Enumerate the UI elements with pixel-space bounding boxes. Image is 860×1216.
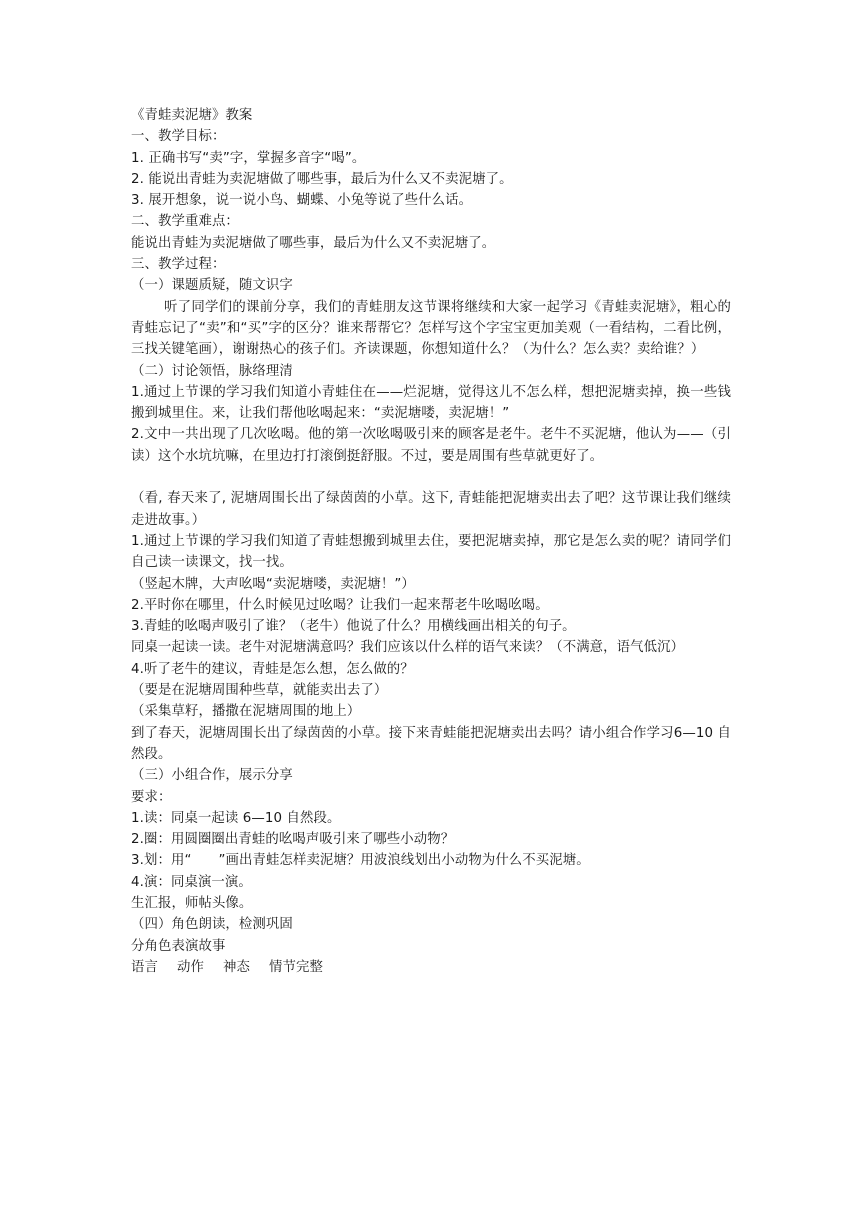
requirements-label: 要求： xyxy=(131,789,172,805)
doc-title: 《青蛙卖泥塘》教案 xyxy=(131,108,253,123)
spring-intro-paragraph: （看, 春天来了, 泥塘周围长出了绿茵茵的小草。这下, 青蛙能把泥塘卖出去了吧？这节课让我们继续走进故事。） xyxy=(131,491,731,528)
section-1-paragraph: 听了同学们的课前分享，我们的青蛙朋友这节课将继续和大家一起学习《青蛙卖泥塘》，粗心的青蛙忘记了“卖”和“买”字的区分？谁来帮帮它？怎样写这个字宝宝更加美观（一看结构，二看比例，三找关键笔画），谢谢热心的孩子们。齐读课题，你想知道什么？（为什么？怎么卖？卖给谁？） xyxy=(131,299,731,358)
requirement-circle: 2.圈：用圆圈圈出青蛙的吆喝声吸引来了哪些小动物？ xyxy=(131,832,455,848)
section-2-paragraph-1: 1.通过上节课的学习我们知道小青蛙住在——烂泥塘，觉得这儿不怎么样，想把泥塘卖掉，换一些钱搬到城里住。来，让我们帮他吆喝起来：“卖泥塘喽，卖泥塘！” xyxy=(131,384,731,422)
heading-keypoints: 二、教学重难点： xyxy=(131,214,239,230)
step-3-paragraph: 3.青蛙的吆喝声吸引了谁？（老牛）他说了什么？用横线画出相关的句子。 xyxy=(131,619,576,635)
heading-process: 三、教学过程： xyxy=(131,257,226,273)
section-1-title: （一）课题质疑，随文识字 xyxy=(131,278,293,294)
requirement-underline: 3.划：用“ ”画出青蛙怎样卖泥塘？用波浪线划出小动物为什么不买泥塘。 xyxy=(131,853,590,869)
step-1-paragraph: 1.通过上节课的学习我们知道了青蛙想搬到城里去住，要把泥塘卖掉，那它是怎么卖的呢？请同学们自己读一读课文，找一找。 xyxy=(131,533,731,571)
student-report: 生汇报，师帖头像。 xyxy=(131,895,253,911)
step-2-paragraph: 2.平时你在哪里，什么时候见过吆喝？让我们一起来帮老牛吆喝吆喝。 xyxy=(131,597,549,613)
goal-item-2: 2. 能说出青蛙为卖泥塘做了哪些事，最后为什么又不卖泥塘了。 xyxy=(131,171,513,187)
document-body xyxy=(131,105,731,978)
criterion-language: 语言 xyxy=(131,959,158,975)
criterion-plot: 情节完整 xyxy=(269,959,323,975)
step-3-followup: 同桌一起读一读。老牛对泥塘满意吗？我们应该以什么样的语气来读？（不满意，语气低沉） xyxy=(131,640,685,656)
step-4-paragraph: 4.听了老牛的建议，青蛙是怎么想，怎么做的？ xyxy=(131,661,414,677)
requirement-act: 4.演：同桌演一演。 xyxy=(131,874,252,890)
criterion-expression: 神态 xyxy=(223,959,250,975)
goal-item-3: 3. 展开想象，说一说小鸟、蝴蝶、小兔等说了些什么话。 xyxy=(131,193,473,209)
section-3-title: （三）小组合作，展示分享 xyxy=(131,768,293,784)
step-4-answer-1: （要是在泥塘周围种些草，就能卖出去了） xyxy=(131,683,388,699)
section-4-title: （四）角色朗读，检测巩固 xyxy=(131,917,293,933)
requirement-read: 1.读：同桌一起读 6—10 自然段。 xyxy=(131,810,341,826)
roleplay-text: 分角色表演故事 xyxy=(131,938,226,954)
step-4-answer-2: （采集草籽，播撒在泥塘周围的地上） xyxy=(131,704,361,720)
criteria-row xyxy=(131,957,731,978)
heading-goals: 一、教学目标： xyxy=(131,129,226,145)
blank-line xyxy=(131,467,731,488)
keypoint-text: 能说出青蛙为卖泥塘做了哪些事，最后为什么又不卖泥塘了。 xyxy=(131,235,496,251)
goal-item-1: 1. 正确书写“卖”字，掌握多音字“喝”。 xyxy=(131,150,366,166)
spring-paragraph: 到了春天，泥塘周围长出了绿茵茵的小草。接下来青蛙能把泥塘卖出去吗？请小组合作学习6—10 自然段。 xyxy=(131,725,731,762)
section-2-title: （二）讨论领悟，脉络理清 xyxy=(131,363,293,379)
step-1-answer: （竖起木牌，大声吆喝“卖泥塘喽，卖泥塘！”） xyxy=(131,576,415,592)
section-2-paragraph-2: 2.文中一共出现了几次吆喝。他的第一次吆喝吸引来的顾客是老牛。老牛不买泥塘，他认为——（引读）这个水坑坑嘛，在里边打打滚倒挺舒服。不过，要是周围有些草就更好了。 xyxy=(131,427,731,464)
criterion-action: 动作 xyxy=(177,959,204,975)
